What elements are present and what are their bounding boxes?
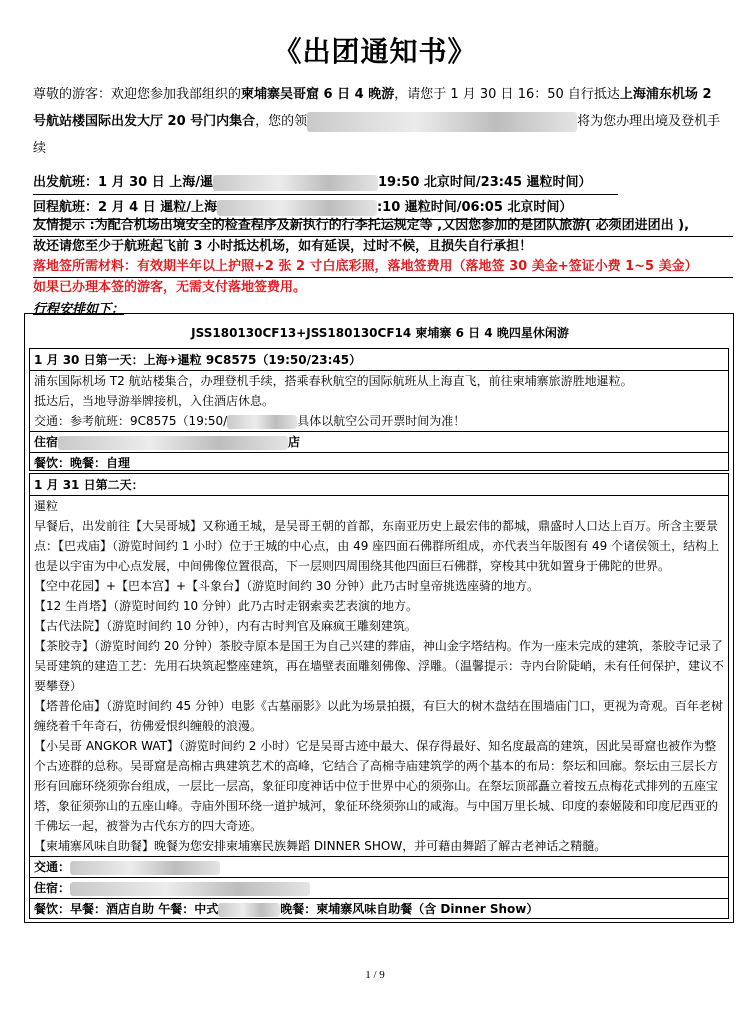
day2-section xyxy=(29,473,729,919)
day2-paragraph: 【古代法院】（游览时间约 10 分钟），内有古时判官及麻疯王雕刻建筑。 xyxy=(34,619,417,633)
day1-transport xyxy=(30,411,728,431)
redacted-return-flight xyxy=(217,200,377,216)
day2-meals-breakfast-label: 餐饮：早餐： xyxy=(34,902,107,916)
day2-meals xyxy=(30,898,728,919)
document-title: 《出团通知书》 xyxy=(273,35,477,68)
intro-paragraph xyxy=(33,81,723,162)
day2-hotel-label: 住宿： xyxy=(34,881,71,895)
tour-code-title: JSS180130CF13+JSS180130CF14 柬埔寨 6 日 4 晚四星休闲游 xyxy=(191,326,569,340)
redacted-day2-transport xyxy=(70,861,220,875)
day2-meals-breakfast: 酒店自助 xyxy=(106,902,155,916)
day2-paragraph: 【柬埔寨风味自助餐】晚餐为您安排柬埔寨民族舞蹈 DINNER SHOW，并可藉由舞蹈了解古老神话之精髓。 xyxy=(34,839,607,853)
outbound-flight xyxy=(33,172,618,195)
day2-hotel xyxy=(30,877,728,898)
day2-header: 1 月 31 日第二天： xyxy=(30,474,728,496)
page-number: 1 / 9 xyxy=(365,969,385,981)
notice-block xyxy=(33,216,733,298)
day2-paragraph: 【12 生肖塔】（游览时间约 10 分钟）此乃古时走钢索卖艺表演的地方。 xyxy=(34,599,418,613)
intro-leader: ，您的领 xyxy=(255,114,308,129)
day2-paragraph: 【塔普伦庙】（游览时间约 45 分钟）电影《古墓丽影》以此为场景拍摄，有巨大的树木盘结在围墙庙门口，更视为奇观。百年老树缠绕着千年奇石，彷佛爱恨纠缠般的浪漫。 xyxy=(34,699,723,733)
outbound-flight-time: 19:50 北京时间/23:45 暹粒时间） xyxy=(378,175,592,190)
redacted-day2-hotel xyxy=(70,882,310,896)
day1-description-2: 抵达后，当地导游举牌接机，入住酒店休息。 xyxy=(34,394,275,408)
return-flight-label: 回程航班：2 月 4 日 暹粒/上海 xyxy=(33,200,217,215)
day1-section xyxy=(29,348,729,471)
day1-hotel-label: 住宿 xyxy=(34,435,59,449)
day2-city: 暹粒 xyxy=(34,499,59,513)
day1-meals-text: 餐饮：晚餐：自理 xyxy=(34,456,131,470)
visa-materials-line1: 落地签所需材料：有效期半年以上护照+2 张 2 寸白底彩照，落地签费用（落地签 30 美金+签证小费 1~5 美金） xyxy=(33,257,733,278)
return-flight-time: :10 暹粒时间/06:05 北京时间） xyxy=(376,200,573,215)
day2-meals-lunch-label: 午餐： xyxy=(154,902,195,916)
redacted-hotel-name xyxy=(58,436,288,450)
intro-tour-name: 柬埔寨吴哥窟 6 日 4 晚游 xyxy=(241,87,395,102)
itinerary-frame xyxy=(24,313,734,923)
friendly-tip-line2: 故还请您至少于航班起飞前 3 小时抵达机场，如有延误，过时不候，且损失自行承担！ xyxy=(33,239,533,254)
intro-meeting-point: 上海浦东机场 2 号航站楼国际出发大厅 20 号门内集合 xyxy=(33,87,712,129)
day1-transport-label: 交通：参考航班：9C8575（19:50/ xyxy=(34,414,228,428)
day2-meals-lunch: 中式 xyxy=(194,902,219,916)
day2-paragraph: 【茶胶寺】（游览时间约 20 分钟）茶胶寺原本是国王为自己兴建的葬庙，神山金字塔结构。作为一座未完成的建筑，茶胶寺记录了吴哥建筑的建造工艺：先用石块筑起整座建筑，再在墙壁表面雕刻佛像、浮雕。（温馨提示：寺内台阶陡峭，未有任何保护，建议不要攀登） xyxy=(34,639,725,693)
intro-greeting: 尊敬的游客：欢迎您参加我部组织的 xyxy=(33,87,242,102)
day2-transport xyxy=(30,856,728,877)
redacted-lunch xyxy=(218,903,280,917)
flight-info xyxy=(33,172,618,222)
day2-paragraph: 【空中花园】+【巴本宫】+【斗象台】（游览时间约 30 分钟）此乃古时皇帝挑选座骑的地方。 xyxy=(34,579,540,593)
day2-transport-label: 交通： xyxy=(34,860,71,874)
day2-meals-dinner: 柬埔寨风味自助餐（含 Dinner Show） xyxy=(316,902,539,916)
visa-materials-line2: 如果已办理本签的游客，无需支付落地签费用。 xyxy=(33,280,307,295)
day1-hotel-tail: 店 xyxy=(288,435,301,449)
day1-description-1: 浦东国际机场 T2 航站楼集合，办理登机手续，搭乘春秋航空的国际航班从上海直飞，前往柬埔寨旅游胜地暹粒。 xyxy=(34,374,633,388)
day1-meals xyxy=(30,452,728,473)
day1-hotel xyxy=(30,431,728,452)
intro-procedure: 将为您办理出境及登机手续 xyxy=(33,114,721,156)
schedule-heading: 行程安排如下： xyxy=(33,302,125,317)
day1-header: 1 月 30 日第一天：上海✈暹粒 9C8575（19:50/23:45） xyxy=(30,349,728,371)
outbound-flight-label: 出发航班：1 月 30 日 上海/暹 xyxy=(33,175,213,190)
day2-paragraph: 【小吴哥 ANGKOR WAT】（游览时间约 2 小时）它是吴哥古迹中最大、保存得最好、知名度最高的建筑，因此吴哥窟也被作为整个古迹群的总称。吴哥窟是高棉古典建筑艺术的高峰，它结合了高棉寺庙建筑学的两个基本的布局：祭坛和回廊。祭坛由三层长方形有回廊环绕须弥台组成，一层比一层高，象征印度神话中位于世界中心的须弥山。在祭坛顶部矗立着按五点梅花式排列的五座宝塔，象征须弥山的五座山峰。寺庙外围环绕一道护城河，象征环绕须弥山的咸海。与中国万里长城、印度的泰姬陵和印度尼西亚的千佛坛一起，被誉为古代东方的四大奇迹。 xyxy=(34,739,719,833)
intro-arrival-time: ，请您于 1 月 30 日 16：50 自行抵达 xyxy=(394,87,620,102)
day2-meals-dinner-label: 晚餐： xyxy=(280,902,317,916)
day1-transport-note: 具体以航空公司开票时间为准！ xyxy=(297,414,466,428)
redacted-outbound-flight xyxy=(213,175,378,191)
friendly-tip-line1: 友情提示 :为配合机场出境安全的检查程序及新执行的行李托运规定等 ,又因您参加的是团队旅游( 必须团进团出 ), xyxy=(33,216,733,237)
redacted-leader-name xyxy=(307,112,577,132)
redacted-transport xyxy=(227,415,297,429)
day2-paragraph: 早餐后，出发前往【大吴哥城】又称通王城，是吴哥王朝的首都，东南亚历史上最宏伟的都城，鼎盛时人口达上百万。所含主要景点：【巴戎庙】（游览时间约 1 小时）位于王城的中心点，由 49 座四面石佛群所组成，亦代表当年版图有 49 个诸侯领土，结构上也是以宇宙为中心点发展，中间佛像位置很高，下一层则四周围绕其他四面巨石佛群，穿梭其中犹如置身于佛陀的世界。 xyxy=(34,519,720,573)
